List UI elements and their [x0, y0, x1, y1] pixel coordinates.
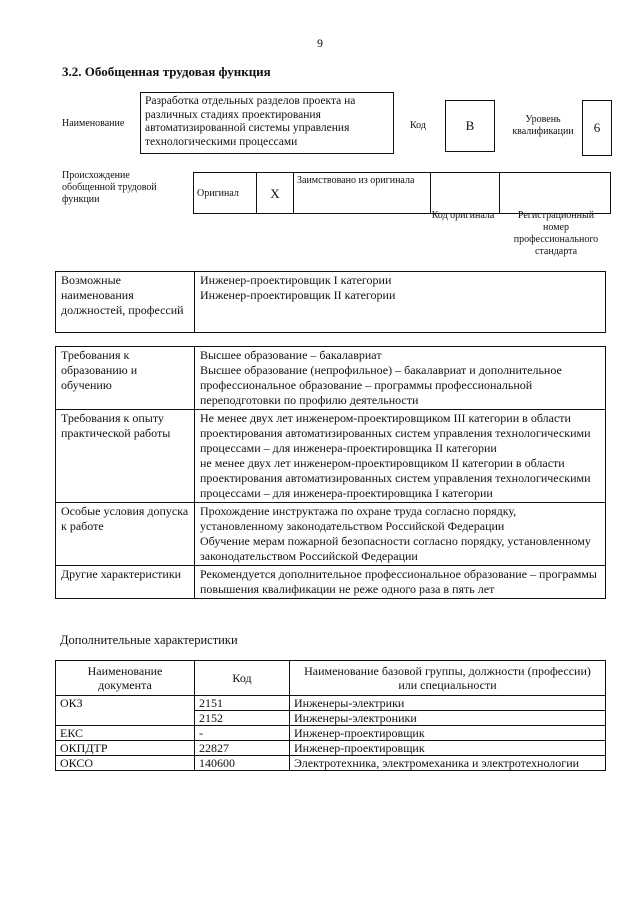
requirement-line: Рекомендуется дополнительное профессиональное образование – программы повышения квалификации не реже одного раза в пять лет — [200, 567, 597, 596]
requirement-label: Особые условия допуска к работе — [56, 503, 195, 566]
code-label: Код — [410, 120, 426, 131]
table-header-row — [56, 661, 606, 696]
code-value-box: B — [445, 100, 495, 152]
extra-table — [55, 660, 606, 771]
requirement-values — [195, 410, 606, 503]
table-cell: ОКПДТР — [56, 741, 195, 756]
positions-label: Возможные наименования должностей, профессий — [56, 272, 195, 333]
table-row — [56, 741, 606, 756]
column-header: Код — [195, 661, 290, 696]
table-cell: 2152 — [195, 711, 290, 726]
table-cell: Инженер-проектировщик — [290, 726, 606, 741]
table-row — [56, 566, 606, 599]
column-header: Наименование документа — [56, 661, 195, 696]
origin-reg-cell — [500, 173, 611, 214]
origin-code-cell — [431, 173, 500, 214]
column-header: Наименование базовой группы, должности (профессии) или специальности — [290, 661, 606, 696]
level-label: Уровень квалификации — [512, 114, 574, 137]
requirement-label: Требования к образованию и обучению — [56, 347, 195, 410]
table-cell: ЕКС — [56, 726, 195, 741]
positions-values — [195, 272, 606, 333]
requirement-line: не менее двух лет инженером-проектировщиком II категории в области проектирования автоматизированных систем управления технологическими процессами – для инженера-проектировщика I категории — [200, 456, 591, 500]
table-cell: Инженер-проектировщик — [290, 741, 606, 756]
table-cell: 2151 — [195, 696, 290, 711]
requirements-table — [55, 346, 606, 599]
requirement-line: Не менее двух лет инженером-проектировщиком III категории в области проектирования автоматизированных систем управления технологическими процессами – для инженера-проектировщика II категории — [200, 411, 591, 455]
section-title: 3.2. Обобщенная трудовая функция — [62, 64, 271, 79]
original-label: Оригинал — [194, 173, 257, 214]
table-row — [56, 503, 606, 566]
reg-number-caption: Регистрационный номер профессионального стандарта — [513, 210, 599, 257]
origin-label: Происхождение обобщенной трудовой функции — [62, 170, 157, 205]
table-cell: Инженеры-электроники — [290, 711, 606, 726]
requirement-line: Обучение мерам пожарной безопасности согласно порядку, установленному законодательством Российской Федерации — [200, 534, 591, 563]
table-cell: ОКСО — [56, 756, 195, 771]
position-item: Инженер-проектировщик I категории — [200, 273, 392, 287]
requirement-line: Высшее образование – бакалавриат — [200, 348, 382, 362]
extra-title: Дополнительные характеристики — [60, 633, 238, 647]
requirement-label: Другие характеристики — [56, 566, 195, 599]
table-cell: ОКЗ — [56, 696, 195, 726]
requirement-values — [195, 566, 606, 599]
positions-table — [55, 271, 606, 333]
table-cell: 22827 — [195, 741, 290, 756]
table-row — [56, 726, 606, 741]
table-cell: Инженеры-электрики — [290, 696, 606, 711]
position-item: Инженер-проектировщик II категории — [200, 288, 396, 302]
table-row — [56, 347, 606, 410]
table-cell: 140600 — [195, 756, 290, 771]
table-row — [56, 756, 606, 771]
requirement-label: Требования к опыту практической работы — [56, 410, 195, 503]
requirement-values — [195, 503, 606, 566]
requirement-line: Прохождение инструктажа по охране труда согласно порядку, установленному законодательством Российской Федерации — [200, 504, 517, 533]
table-cell: Электротехника, электромеханика и электротехнологии — [290, 756, 606, 771]
table-row — [56, 410, 606, 503]
borrowed-label: Заимствовано из оригинала — [294, 173, 431, 214]
name-label: Наименование — [62, 118, 125, 129]
page-number: 9 — [317, 36, 323, 50]
requirement-values — [195, 347, 606, 410]
original-mark: X — [257, 173, 294, 214]
level-value-box: 6 — [582, 100, 612, 156]
table-row — [56, 696, 606, 711]
table-cell: - — [195, 726, 290, 741]
function-name-box: Разработка отдельных разделов проекта на различных стадиях проектирования автоматизированной системы управления технологическими процессами — [140, 92, 394, 154]
requirement-line: Высшее образование (непрофильное) – бакалавриат и дополнительное профессиональное образование – программы профессиональной переподготовки по профилю деятельности — [200, 363, 562, 407]
code-original-caption: Код оригинала — [431, 210, 495, 221]
origin-table — [193, 172, 611, 214]
